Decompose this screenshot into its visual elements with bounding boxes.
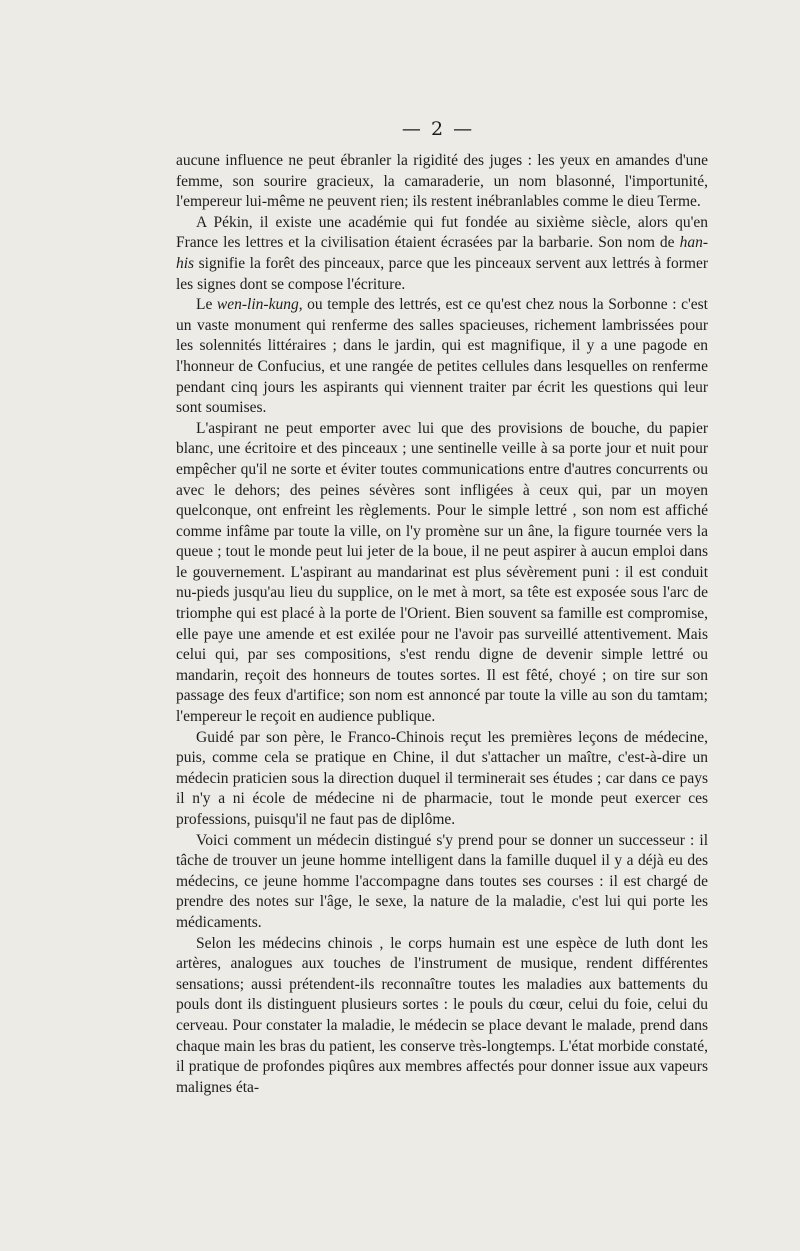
paragraph-2-italic-term: han-his [176,234,708,272]
paragraph-3-text-after: ou temple des lettrés, est ce qu'est chez nous la Sorbonne : c'est un vaste monument qui renferme des salles spacieuses, richement lambrissées pour les solennités littéraires ; dans le jardin, qui est magnifique, il y a une pagode en l'honneur de Confucius, et une rangée de petites cellules dans lesquelles on renferme pendant cinq jours les aspirants qui viennent traiter par écrit les questions qui leur sont soumises. [176,296,708,417]
paragraph-3 [176,295,708,419]
page-number: — 2 — [401,118,475,140]
paragraph-6: Voici comment un médecin distingué s'y prend pour se donner un successeur : il tâche de trouver un jeune homme intelligent dans la famille duquel il y a déjà eu des médecins, ce jeune homme l'accompagne dans toutes ses courses : il est chargé de prendre des notes sur l'âge, le sexe, la nature de la maladie, c'est lui qui porte les médicaments. [176,831,708,931]
paragraph-3-text-before: Le [196,296,217,314]
paragraph-2 [176,213,708,295]
paragraph-2-text-after: signifie la forêt des pinceaux, parce que les pinceaux servent aux lettrés à former les signes dont se compose l'écriture. [176,254,708,293]
body-text [176,151,708,1098]
paragraph-5: Guidé par son père, le Franco-Chinois reçut les premières leçons de médecine, puis, comme cela se pratique en Chine, il dut s'attacher un maître, c'est-à-dire un médecin praticien sous la direction duquel il terminerait ses études ; car dans ce pays il n'y a ni école de médecine ni de pharmacie, tout le monde peut exercer ces professions, puisqu'il ne faut pas de diplôme. [176,728,708,828]
paragraph-2-text-before: A Pékin, il existe une académie qui fut fondée au sixième siècle, alors qu'en France les lettres et la civilisation étaient écrasées par la barbarie. Son nom de [176,213,708,252]
paragraph-7: Selon les médecins chinois , le corps humain est une espèce de luth dont les artères, analogues aux touches de l'instrument de musique, rendent différentes sensations; aussi prétendent-ils reconnaître toutes les maladies aux battements du pouls dont ils distinguent plusieurs sortes : le pouls du cœur, celui du foie, celui du cerveau. Pour constater la maladie, le médecin se place devant le malade, prend dans chaque main les bras du patient, les conserve très-longtemps. L'état morbide constaté, il pratique de profondes piqûres aux membres affectés pour donner issue aux vapeurs malignes éta- [176,934,708,1096]
paragraph-3-italic-term: wen-lin-kung, [216,296,303,314]
paragraph-4: L'aspirant ne peut emporter avec lui que des provisions de bouche, du papier blanc, une écritoire et des pinceaux ; une sentinelle veille à sa porte jour et nuit pour empêcher qu'il ne sorte et éviter toutes communications entre d'autres concurrents ou avec le dehors; des peines sévères sont infligées à ceux qui, par un moyen quelconque, ont enfreint les règlements. Pour le simple lettré , son nom est affiché comme infâme par toute la ville, on l'y promène sur un âne, la figure tournée vers la queue ; tout le monde peut lui jeter de la boue, il ne peut aspirer à aucun emploi dans le gouvernement. L'aspirant au mandarinat est plus sévèrement puni : il est conduit nu-pieds jusqu'au lieu du supplice, on le met à mort, sa tête est exposée sous l'arc de triomphe qui est placé à la porte de l'Orient. Bien souvent sa famille est compromise, elle paye une amende et est exilée pour ne l'avoir pas surveillé attentivement. Mais celui qui, par ses compositions, s'est rendu digne de devenir simple lettré ou mandarin, reçoit des honneurs de toutes sortes. Il est fêté, choyé ; on tire sur son passage des feux d'artifice; son nom est annoncé par toute la ville au son du tamtam; l'empereur le reçoit en audience publique. [176,419,708,726]
paragraph-1: aucune influence ne peut ébranler la rigidité des juges : les yeux en amandes d'une femme, son sourire gracieux, la camaraderie, un nom blasonné, l'importunité, l'empereur lui-même ne peuvent rien; ils restent inébranlables comme le dieu Terme. [176,152,708,211]
